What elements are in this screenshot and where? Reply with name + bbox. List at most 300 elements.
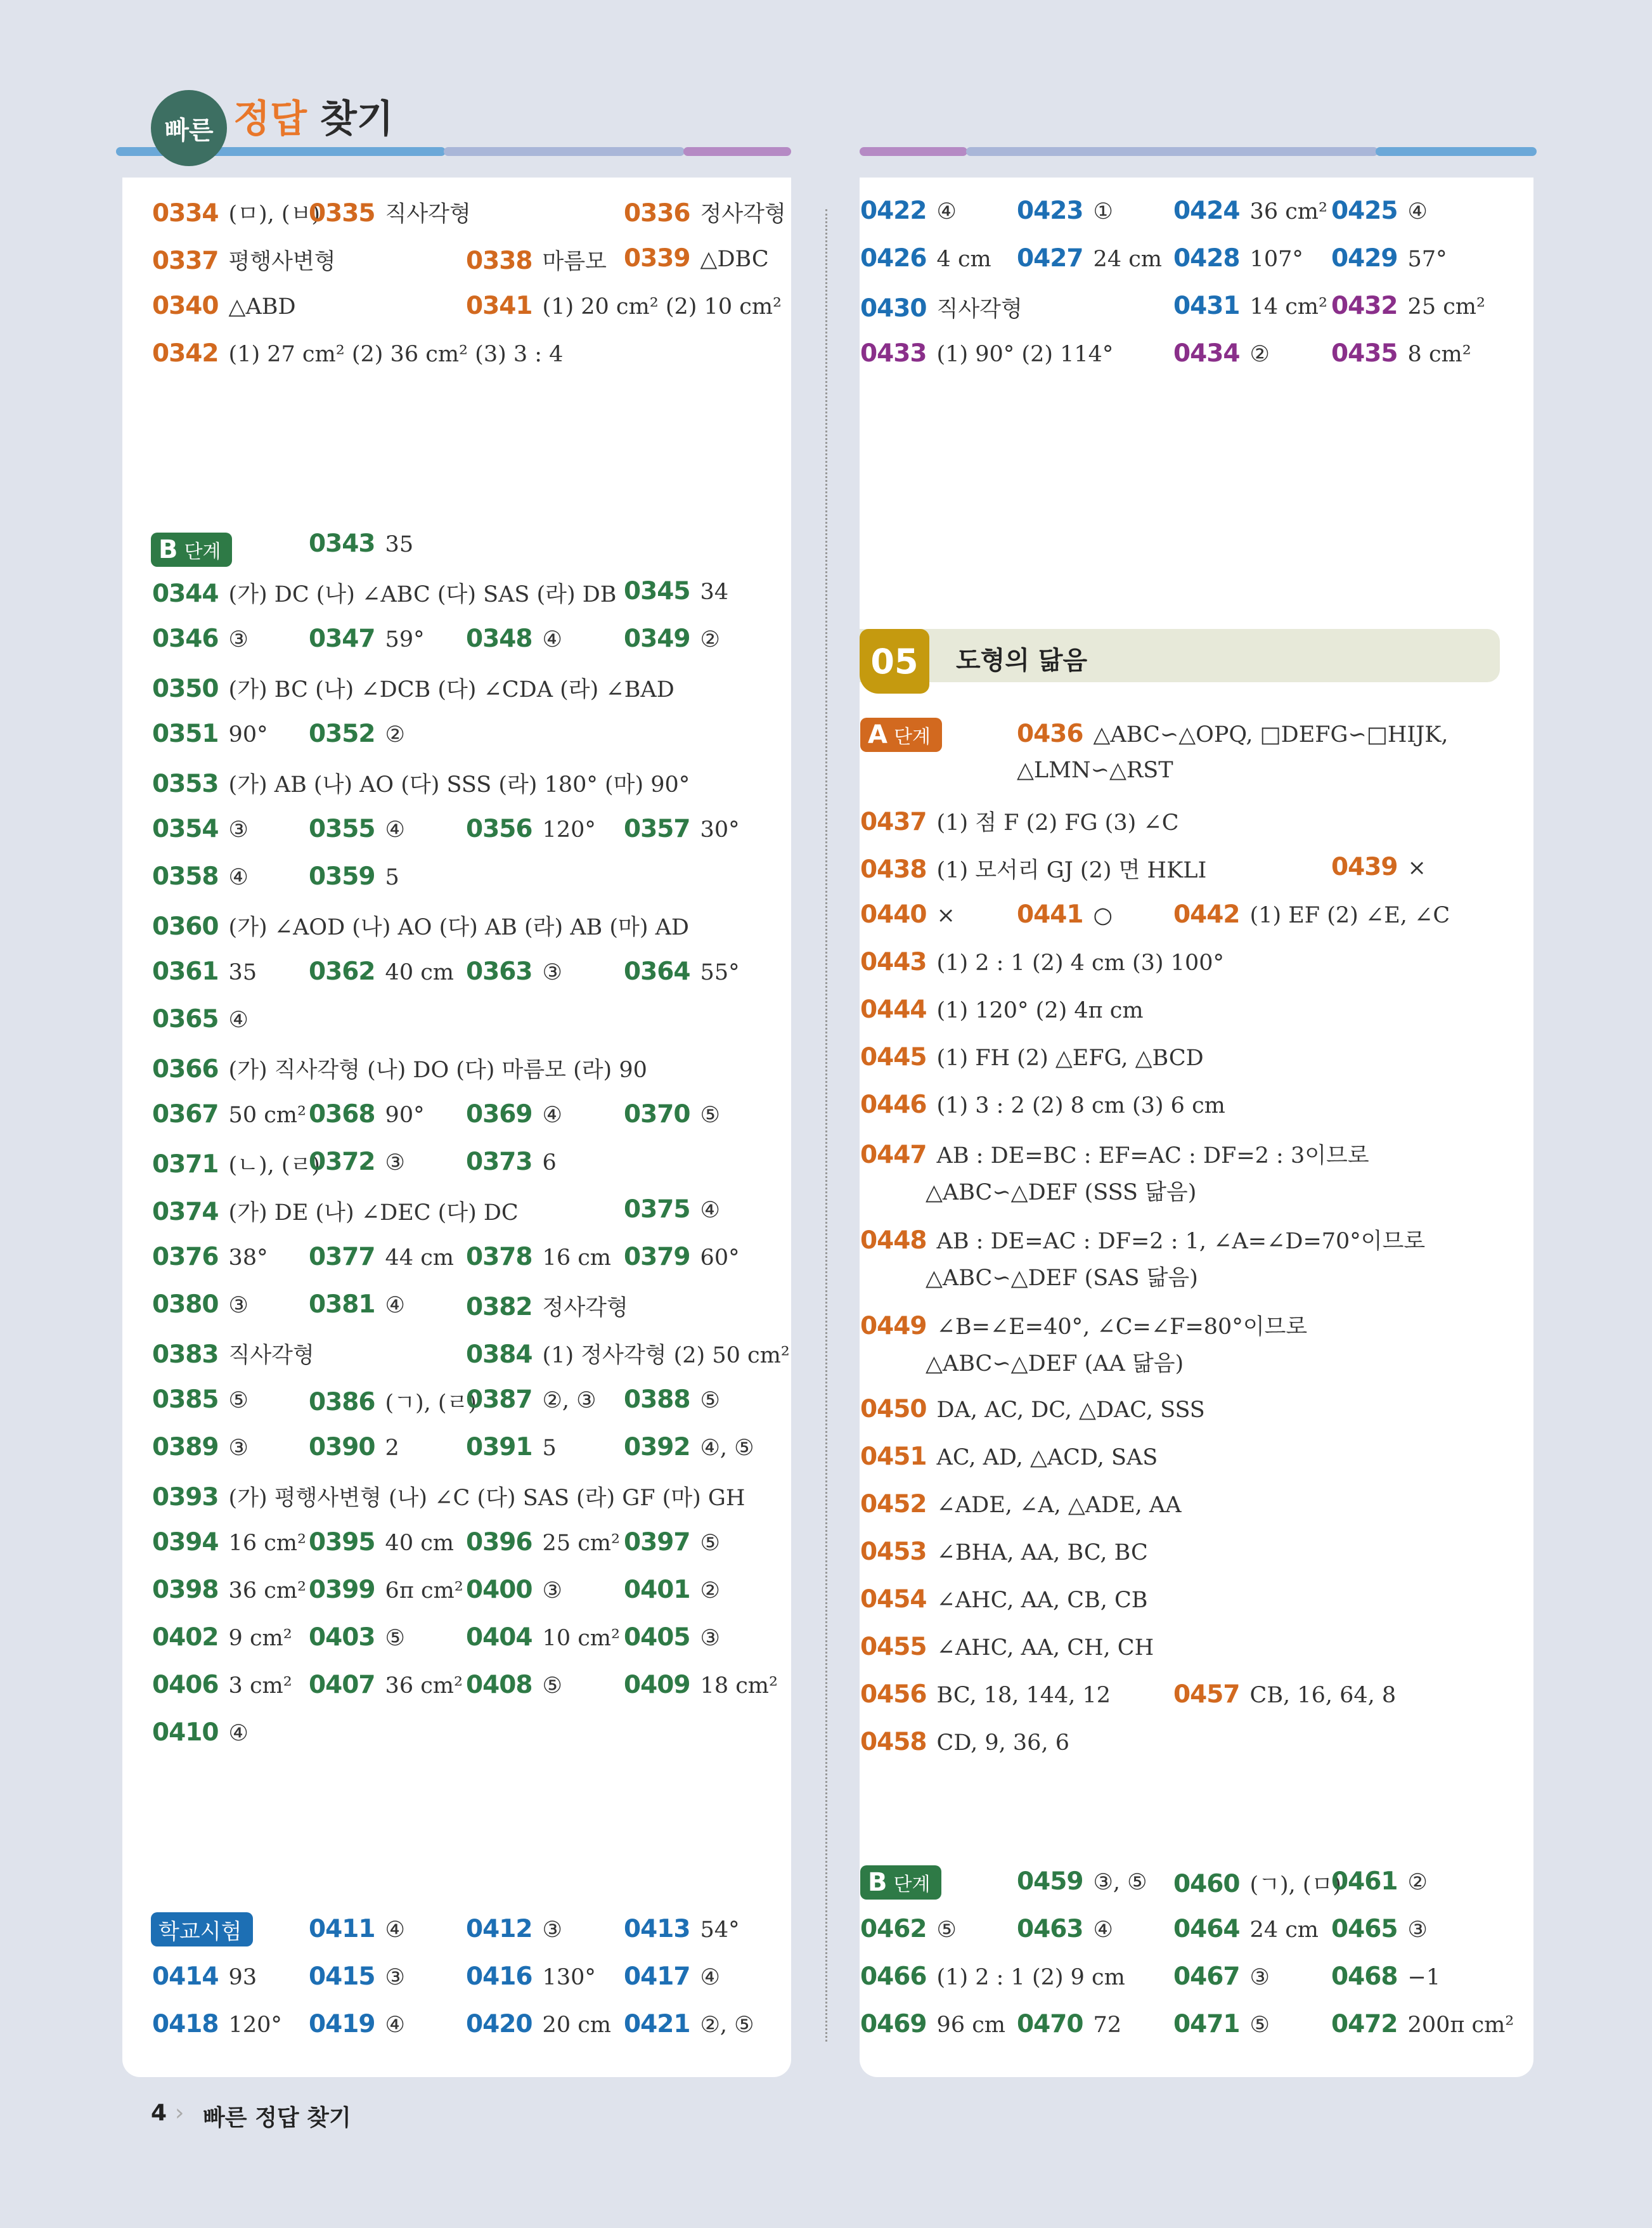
answer-value: ③ bbox=[542, 1917, 562, 1943]
problem-number: 0335 bbox=[309, 199, 375, 228]
problem-number: 0426 bbox=[860, 244, 927, 273]
answer-value: ⑤ bbox=[936, 1917, 957, 1943]
title-rest: 찾기 bbox=[319, 97, 394, 141]
answer-item bbox=[152, 1671, 292, 1699]
answer-item bbox=[466, 1576, 562, 1604]
answer-value: 30° bbox=[700, 817, 740, 843]
answer-value: ③ bbox=[385, 1965, 405, 1990]
problem-number: 0428 bbox=[1173, 244, 1240, 273]
answer-value: 130° bbox=[542, 1965, 596, 1990]
answer-item bbox=[309, 1915, 405, 1943]
answer-value: ⑤ bbox=[700, 1531, 720, 1556]
answer-value: (ㄴ), (ㄹ) bbox=[228, 1153, 321, 1178]
answer-value: ⑤ bbox=[700, 1388, 720, 1413]
answer-item bbox=[860, 805, 1178, 837]
problem-number: 0468 bbox=[1331, 1962, 1398, 1991]
answer-item bbox=[466, 1623, 620, 1652]
problem-number: 0471 bbox=[1173, 2010, 1240, 2038]
problem-number: 0375 bbox=[624, 1195, 690, 1224]
answer-item bbox=[624, 1576, 720, 1604]
problem-number: 0389 bbox=[152, 1433, 219, 1461]
answer-item bbox=[860, 948, 1224, 976]
problem-number: 0422 bbox=[860, 197, 927, 225]
answer-item bbox=[466, 292, 782, 320]
answer-value: ④ bbox=[936, 199, 957, 224]
answer-item bbox=[860, 1728, 1069, 1756]
answer-item bbox=[860, 1043, 1204, 1072]
problem-number: 0447 bbox=[860, 1141, 927, 1169]
answer-value: 120° bbox=[542, 817, 596, 843]
problem-number: 0433 bbox=[860, 339, 927, 368]
problem-number: 0409 bbox=[624, 1671, 690, 1699]
answer-item bbox=[466, 1385, 597, 1414]
problem-number: 0435 bbox=[1331, 339, 1398, 368]
answer-value: (1) 2 : 1 (2) 9 cm bbox=[936, 1965, 1125, 1990]
problem-number: 0419 bbox=[309, 2010, 375, 2038]
answer-value: 8 cm² bbox=[1407, 342, 1471, 367]
problem-number: 0380 bbox=[152, 1290, 219, 1319]
answer-value: ④ bbox=[385, 817, 405, 843]
answer-item bbox=[466, 1338, 790, 1370]
answer-value: (1) 90° (2) 114° bbox=[936, 342, 1114, 367]
problem-number: 0441 bbox=[1017, 900, 1083, 929]
answer-value: 96 cm bbox=[936, 2012, 1005, 2038]
answer-item bbox=[860, 1680, 1111, 1709]
answer-value: 55° bbox=[700, 960, 740, 985]
answer-value: AC, AD, △ACD, SAS bbox=[936, 1445, 1158, 1470]
answer-value: ∠B=∠E=40°, ∠C=∠F=80°이므로 bbox=[936, 1314, 1308, 1340]
answer-item bbox=[860, 1538, 1148, 1566]
answer-item bbox=[152, 577, 617, 609]
answer-value: 40 cm bbox=[385, 960, 454, 985]
answer-item bbox=[152, 815, 248, 843]
answer-item bbox=[152, 1623, 292, 1652]
answer-value: ③ bbox=[1249, 1965, 1270, 1990]
answer-item bbox=[860, 339, 1113, 368]
answer-item bbox=[860, 1915, 957, 1943]
problem-number: 0444 bbox=[860, 995, 927, 1024]
answer-value: 2 bbox=[385, 1435, 399, 1461]
answer-item bbox=[466, 957, 562, 986]
answer-value: CD, 9, 36, 6 bbox=[936, 1730, 1069, 1756]
answer-value: (1) 2 : 1 (2) 4 cm (3) 100° bbox=[936, 950, 1224, 976]
problem-number: 0370 bbox=[624, 1100, 690, 1129]
answer-value: ④ bbox=[385, 2012, 405, 2038]
problem-number: 0413 bbox=[624, 1915, 690, 1943]
problem-number: 0425 bbox=[1331, 197, 1398, 225]
answer-item bbox=[309, 957, 454, 986]
answer-item bbox=[309, 1528, 454, 1557]
problem-number: 0442 bbox=[1173, 900, 1240, 929]
chevron-right-icon: › bbox=[175, 2100, 184, 2126]
answer-value: ⑤ bbox=[385, 1626, 405, 1651]
answer-value: 40 cm bbox=[385, 1531, 454, 1556]
problem-number: 0381 bbox=[309, 1290, 375, 1319]
answer-item bbox=[466, 1671, 562, 1699]
answer-value: 57° bbox=[1407, 247, 1447, 272]
problem-number: 0376 bbox=[152, 1243, 219, 1271]
answer-value: ② bbox=[385, 722, 405, 748]
answer-item bbox=[466, 1433, 557, 1461]
answer-value: ② bbox=[1407, 1870, 1428, 1895]
answer-value: ③ bbox=[542, 1578, 562, 1603]
answer-item bbox=[152, 1290, 248, 1319]
answer-value: ④ bbox=[385, 1293, 405, 1318]
section-number: 05 bbox=[860, 629, 929, 694]
answer-item bbox=[1331, 2010, 1514, 2038]
problem-number: 0424 bbox=[1173, 197, 1240, 225]
answer-value: 36 cm² bbox=[1249, 199, 1328, 224]
answer-item bbox=[1331, 1867, 1428, 1896]
answer-item bbox=[1173, 1915, 1319, 1943]
answer-item bbox=[152, 1576, 306, 1604]
page-number: 4 bbox=[151, 2100, 167, 2126]
answer-item bbox=[466, 1915, 562, 1943]
answer-value: (가) BC (나) ∠DCB (다) ∠CDA (라) ∠BAD bbox=[228, 677, 674, 703]
problem-number: 0394 bbox=[152, 1528, 219, 1557]
answer-item bbox=[860, 1224, 1425, 1255]
problem-number: 0466 bbox=[860, 1962, 927, 1991]
answer-value: ③ bbox=[542, 960, 562, 985]
problem-number: 0450 bbox=[860, 1395, 927, 1423]
answer-value: CB, 16, 64, 8 bbox=[1249, 1683, 1397, 1708]
answer-item bbox=[309, 1385, 477, 1417]
answer-value: ④ bbox=[542, 1103, 562, 1128]
answer-value: △DBC bbox=[700, 247, 769, 272]
answer-value: 9 cm² bbox=[228, 1626, 292, 1651]
answer-value: 44 cm bbox=[385, 1245, 454, 1271]
problem-number: 0432 bbox=[1331, 292, 1398, 320]
problem-number: 0374 bbox=[152, 1198, 219, 1226]
answer-item bbox=[1017, 1867, 1147, 1896]
answer-value: 직사각형 bbox=[385, 202, 471, 227]
problem-number: 0354 bbox=[152, 815, 219, 843]
problem-number: 0347 bbox=[309, 625, 375, 653]
problem-number: 0340 bbox=[152, 292, 219, 320]
problem-number: 0434 bbox=[1173, 339, 1240, 368]
answer-item bbox=[309, 1433, 399, 1461]
answer-value: −1 bbox=[1407, 1965, 1441, 1990]
problem-number: 0454 bbox=[860, 1585, 927, 1614]
header-logo: 빠른 bbox=[151, 90, 227, 166]
problem-number: 0348 bbox=[466, 625, 532, 653]
problem-number: 0451 bbox=[860, 1442, 927, 1471]
answer-item bbox=[309, 2010, 405, 2038]
answer-item bbox=[860, 1633, 1154, 1661]
answer-item bbox=[860, 244, 991, 273]
answer-item bbox=[1017, 2010, 1121, 2038]
answer-value: 25 cm² bbox=[542, 1531, 621, 1556]
answer-value: 35 bbox=[385, 532, 414, 557]
answer-value: ②, ⑤ bbox=[700, 2012, 754, 2038]
column-divider bbox=[825, 209, 827, 2042]
answer-item bbox=[466, 244, 607, 276]
answer-item bbox=[1331, 1915, 1428, 1943]
answer-value: 6π cm² bbox=[385, 1578, 463, 1603]
answer-value: (1) 20 cm² (2) 10 cm² bbox=[542, 294, 782, 320]
answer-value: ⑤ bbox=[228, 1388, 248, 1413]
answer-item bbox=[1331, 244, 1447, 273]
answer-item bbox=[152, 1433, 248, 1461]
answer-value: △ABC∽△DEF (AA 닮음) bbox=[926, 1351, 1184, 1376]
answer-value: 59° bbox=[385, 627, 425, 652]
answer-item bbox=[309, 862, 399, 891]
title-accent: 정답 bbox=[233, 97, 307, 141]
answer-item bbox=[152, 1005, 248, 1033]
problem-number: 0339 bbox=[624, 244, 690, 273]
problem-number: 0438 bbox=[860, 855, 927, 884]
problem-number: 0464 bbox=[1173, 1915, 1240, 1943]
answer-item bbox=[1331, 292, 1485, 320]
answer-item bbox=[152, 244, 336, 276]
problem-number: 0346 bbox=[152, 625, 219, 653]
answer-value: 90° bbox=[385, 1103, 425, 1128]
problem-number: 0369 bbox=[466, 1100, 532, 1129]
answer-item bbox=[624, 1915, 740, 1943]
answer-value: ④, ⑤ bbox=[700, 1435, 754, 1461]
answer-item bbox=[624, 577, 728, 606]
problem-number: 0351 bbox=[152, 720, 219, 748]
answer-value: △ABD bbox=[228, 294, 296, 320]
a-stage-badge: A 단계 bbox=[860, 718, 942, 752]
answer-item bbox=[309, 1962, 405, 1991]
answer-value: ① bbox=[1093, 199, 1113, 224]
problem-number: 0368 bbox=[309, 1100, 375, 1129]
problem-number: 0421 bbox=[624, 2010, 690, 2038]
answer-item bbox=[860, 1091, 1225, 1119]
problem-number: 0367 bbox=[152, 1100, 219, 1129]
problem-number: 0385 bbox=[152, 1385, 219, 1414]
problem-number: 0379 bbox=[624, 1243, 690, 1271]
answer-value: (1) 점 F (2) FG (3) ∠C bbox=[936, 810, 1179, 836]
answer-value: (1) EF (2) ∠E, ∠C bbox=[1249, 903, 1450, 928]
problem-number: 0406 bbox=[152, 1671, 219, 1699]
answer-value: ④ bbox=[228, 1007, 248, 1033]
answer-item bbox=[152, 1962, 257, 1991]
answer-item bbox=[1331, 1962, 1440, 1991]
answer-item bbox=[152, 292, 296, 320]
problem-number: 0455 bbox=[860, 1633, 927, 1661]
answer-item bbox=[1173, 900, 1450, 929]
problem-number: 0453 bbox=[860, 1538, 927, 1566]
answer-value: 25 cm² bbox=[1407, 294, 1486, 320]
problem-number: 0349 bbox=[624, 625, 690, 653]
answer-value: ④ bbox=[228, 865, 248, 890]
answer-item bbox=[466, 1290, 628, 1322]
answer-item bbox=[152, 1052, 647, 1084]
answer-item bbox=[466, 1148, 557, 1176]
answer-item bbox=[1173, 292, 1327, 320]
answer-item bbox=[1173, 1867, 1341, 1899]
problem-number: 0344 bbox=[152, 580, 219, 608]
answer-value: 정사각형 bbox=[700, 202, 786, 227]
answer-item bbox=[1331, 339, 1471, 368]
answer-value: DA, AC, DC, △DAC, SSS bbox=[936, 1397, 1205, 1423]
problem-number: 0443 bbox=[860, 948, 927, 976]
answer-value: 평행사변형 bbox=[228, 249, 336, 275]
answer-item bbox=[309, 197, 471, 228]
problem-number: 0364 bbox=[624, 957, 690, 986]
problem-number: 0436 bbox=[1017, 720, 1083, 748]
answer-item bbox=[309, 1576, 463, 1604]
answer-item bbox=[860, 1585, 1148, 1614]
answer-value: 10 cm² bbox=[542, 1626, 621, 1651]
answer-value: 4 cm bbox=[936, 247, 991, 272]
answer-item bbox=[152, 1195, 519, 1227]
problem-number: 0382 bbox=[466, 1293, 532, 1321]
answer-value: ④ bbox=[228, 1721, 248, 1746]
problem-number: 0336 bbox=[624, 199, 690, 228]
answer-item bbox=[860, 1490, 1181, 1519]
problem-number: 0396 bbox=[466, 1528, 532, 1557]
answer-item bbox=[152, 910, 689, 942]
problem-number: 0463 bbox=[1017, 1915, 1083, 1943]
answer-value: 34 bbox=[700, 580, 729, 605]
answer-item bbox=[624, 1528, 720, 1557]
answer-item bbox=[152, 767, 690, 799]
answer-item bbox=[152, 1148, 320, 1179]
answer-value: 93 bbox=[228, 1965, 257, 1990]
answer-value: (ㄱ), (ㅁ) bbox=[1249, 1872, 1342, 1898]
binder-bar-right-mid bbox=[966, 147, 1378, 156]
problem-number: 0383 bbox=[152, 1340, 219, 1369]
problem-number: 0355 bbox=[309, 815, 375, 843]
problem-number: 0387 bbox=[466, 1385, 532, 1414]
problem-number: 0362 bbox=[309, 957, 375, 986]
problem-number: 0400 bbox=[466, 1576, 532, 1604]
answer-item bbox=[152, 339, 563, 368]
answer-item bbox=[309, 529, 413, 558]
problem-number: 0462 bbox=[860, 1915, 927, 1943]
answer-item bbox=[1173, 1962, 1270, 1991]
answer-item bbox=[152, 1243, 268, 1271]
answer-item bbox=[466, 1528, 620, 1557]
answer-item bbox=[152, 2010, 282, 2038]
answer-value: (1) 27 cm² (2) 36 cm² (3) 3 : 4 bbox=[228, 342, 564, 367]
answer-item bbox=[624, 1433, 754, 1461]
answer-value: (가) ∠AOD (나) AO (다) AB (라) AB (마) AD bbox=[228, 915, 689, 940]
problem-number: 0384 bbox=[466, 1340, 532, 1369]
answer-item bbox=[309, 1623, 405, 1652]
answer-item bbox=[466, 2010, 611, 2038]
answer-value: △ABC∽△OPQ, □DEFG∽□HIJK, bbox=[1093, 722, 1449, 748]
answer-item bbox=[1017, 1915, 1113, 1943]
answer-item bbox=[624, 1671, 778, 1699]
problem-number: 0386 bbox=[309, 1388, 375, 1416]
problem-number: 0392 bbox=[624, 1433, 690, 1461]
answer-item bbox=[624, 1962, 720, 1991]
answer-value: AB : DE=AC : DF=2 : 1, ∠A=∠D=70°이므로 bbox=[936, 1229, 1426, 1254]
answer-value: (ㄱ), (ㄹ) bbox=[385, 1390, 477, 1416]
answer-value: 5 bbox=[385, 865, 399, 890]
answer-value: 3 cm² bbox=[228, 1673, 292, 1699]
problem-number: 0342 bbox=[152, 339, 219, 368]
answer-item bbox=[1173, 197, 1327, 225]
answer-value: ② bbox=[700, 627, 720, 652]
answer-item bbox=[926, 1175, 1196, 1207]
problem-number: 0352 bbox=[309, 720, 375, 748]
answer-item bbox=[926, 1260, 1198, 1292]
answer-value: ④ bbox=[385, 1917, 405, 1943]
answer-value: △ABC∽△DEF (SAS 닮음) bbox=[926, 1266, 1198, 1291]
answer-item bbox=[466, 1243, 611, 1271]
problem-number: 0429 bbox=[1331, 244, 1398, 273]
problem-number: 0378 bbox=[466, 1243, 532, 1271]
problem-number: 0373 bbox=[466, 1148, 532, 1176]
problem-number: 0350 bbox=[152, 675, 219, 703]
answer-value: (1) 120° (2) 4π cm bbox=[936, 998, 1144, 1023]
answer-value: (가) AB (나) AO (다) SSS (라) 180° (마) 90° bbox=[228, 772, 690, 798]
problem-number: 0397 bbox=[624, 1528, 690, 1557]
answer-item bbox=[860, 853, 1206, 884]
answer-value: 36 cm² bbox=[385, 1673, 463, 1699]
answer-item bbox=[466, 1962, 596, 1991]
problem-number: 0341 bbox=[466, 292, 532, 320]
answer-item bbox=[152, 1338, 314, 1370]
problem-number: 0440 bbox=[860, 900, 927, 929]
problem-number: 0408 bbox=[466, 1671, 532, 1699]
answer-value: 38° bbox=[228, 1245, 268, 1271]
answer-item bbox=[624, 1100, 720, 1129]
answer-item bbox=[860, 995, 1144, 1024]
answer-item bbox=[309, 1148, 405, 1176]
answer-value: (가) DC (나) ∠ABC (다) SAS (라) DB bbox=[228, 582, 617, 607]
answer-value: BC, 18, 144, 12 bbox=[936, 1683, 1111, 1708]
answer-value: ∠ADE, ∠A, △ADE, AA bbox=[936, 1493, 1182, 1518]
answer-value: ②, ③ bbox=[542, 1388, 597, 1413]
problem-number: 0361 bbox=[152, 957, 219, 986]
problem-number: 0393 bbox=[152, 1483, 219, 1512]
answer-value: 6 bbox=[542, 1150, 557, 1176]
b-stage-badge-left: B 단계 bbox=[151, 533, 232, 567]
problem-number: 0456 bbox=[860, 1680, 927, 1709]
answer-item bbox=[152, 862, 248, 891]
problem-number: 0465 bbox=[1331, 1915, 1398, 1943]
problem-number: 0345 bbox=[624, 577, 690, 606]
answer-item bbox=[860, 2010, 1005, 2038]
answer-value: 120° bbox=[228, 2012, 282, 2038]
answer-value: ③, ⑤ bbox=[1093, 1870, 1147, 1895]
problem-number: 0411 bbox=[309, 1915, 375, 1943]
answer-value: × bbox=[1407, 855, 1426, 881]
answer-item bbox=[1173, 244, 1303, 273]
binder-bar-right-purple bbox=[860, 147, 967, 156]
answer-value: 직사각형 bbox=[936, 297, 1023, 322]
answer-item bbox=[152, 720, 268, 748]
problem-number: 0398 bbox=[152, 1576, 219, 1604]
answer-value: 18 cm² bbox=[700, 1673, 778, 1699]
answer-item bbox=[152, 1100, 306, 1129]
problem-number: 0467 bbox=[1173, 1962, 1240, 1991]
answer-value: (가) 직사각형 (나) DO (다) 마름모 (라) 90 bbox=[228, 1058, 647, 1083]
answer-item bbox=[624, 244, 769, 273]
problem-number: 0458 bbox=[860, 1728, 927, 1756]
answer-item bbox=[1173, 2010, 1270, 2038]
binder-bar-left-purple bbox=[683, 147, 791, 156]
problem-number: 0457 bbox=[1173, 1680, 1240, 1709]
answer-value: 20 cm bbox=[542, 2012, 611, 2038]
answer-value: ∠AHC, AA, CB, CB bbox=[936, 1588, 1148, 1613]
problem-number: 0337 bbox=[152, 247, 219, 275]
answer-value: ④ bbox=[700, 1965, 720, 1990]
answer-item bbox=[152, 197, 320, 228]
answer-value: ∠AHC, AA, CH, CH bbox=[936, 1635, 1154, 1661]
answer-value: ③ bbox=[228, 817, 248, 843]
right-panel bbox=[860, 178, 1533, 2077]
problem-number: 0469 bbox=[860, 2010, 927, 2038]
answer-item bbox=[152, 957, 257, 986]
answer-value: (가) DE (나) ∠DEC (다) DC bbox=[228, 1200, 519, 1226]
